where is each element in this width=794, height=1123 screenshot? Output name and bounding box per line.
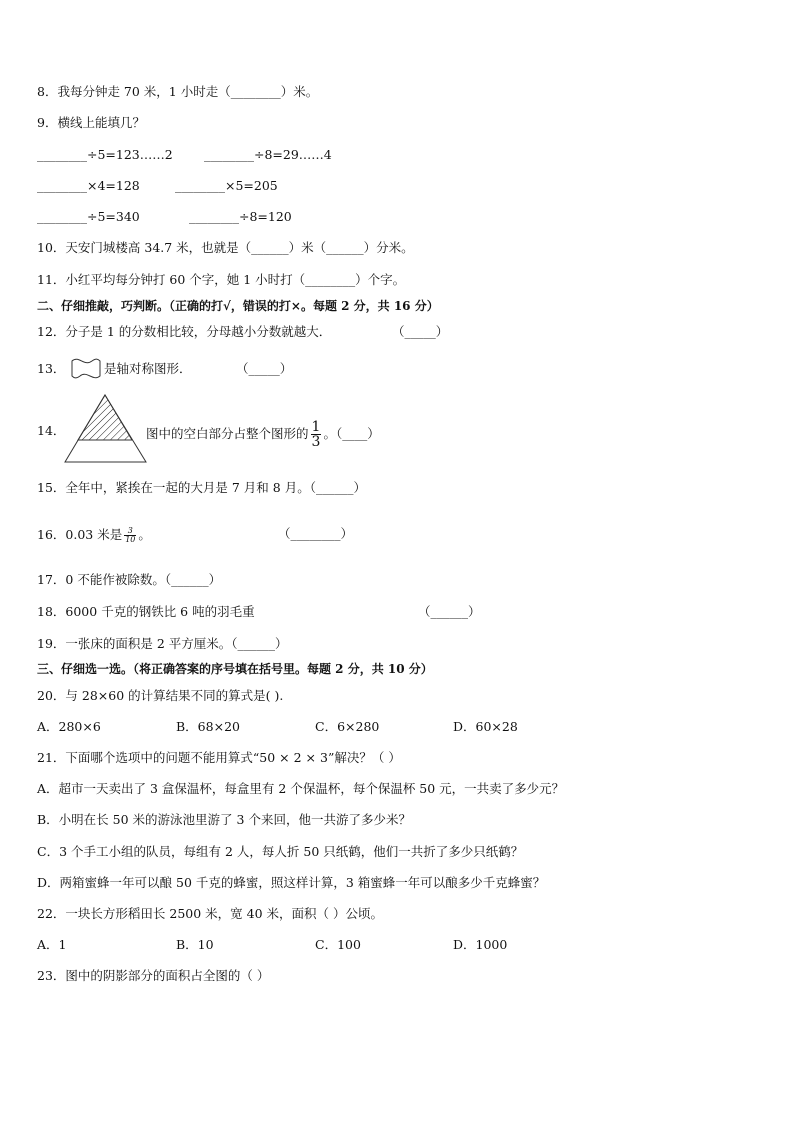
q9-item-2: ________÷8=29……4: [204, 147, 332, 162]
q21-option-d: D．两箱蜜蜂一年可以酿 50 千克的蜂蜜，照这样计算，3 箱蜜蜂一年可以酿多少千克蜂蜜？: [37, 875, 546, 890]
three-tenths-fraction: $\frac{3}{10}$: [125, 526, 136, 544]
question-19: 19．一张床的面积是 2 平方厘米。（______）: [37, 636, 288, 651]
question-17: 17．0 不能作被除数。（______）: [37, 572, 222, 587]
q9-item-3: ________×4=128: [37, 178, 140, 193]
question-22: 22．一块长方形稻田长 2500 米，宽 40 米，面积（ ）公顷。: [37, 906, 383, 921]
q14-number: 14．: [37, 423, 66, 438]
question-20: 20．与 28×60 的计算结果不同的算式是( ).: [37, 688, 284, 703]
q21-option-c: C．3 个手工小组的队员，每组有 2 人，每人折 50 只纸鹤，他们一共折了多少只纸鹤？: [37, 844, 524, 859]
q13-number: 13．: [37, 361, 66, 376]
q18-blank: （______）: [418, 604, 481, 619]
question-9-title: 9．横线上能填几？: [37, 115, 145, 130]
question-8: 8．我每分钟走 70 米，1 小时走（________）米。: [37, 84, 319, 99]
q9-item-6: ________÷8=120: [189, 209, 292, 224]
triangle-figure: [64, 394, 148, 464]
q14-text-before: 图中的空白部分占整个图形的: [146, 426, 309, 441]
q21-option-a: A．超市一天卖出了 3 盒保温杯，每盒里有 2 个保温杯，每个保温杯 50 元，一共卖了多少元？: [37, 781, 565, 796]
q16-blank: （________）: [278, 526, 354, 541]
q13-text: 是轴对称图形．: [104, 361, 192, 376]
question-15: 15．全年中，紧挨在一起的大月是 7 月和 8 月。（______）: [37, 480, 366, 495]
q20-option-d: D．60×28: [453, 719, 518, 734]
question-12: 12．分子是 1 的分数相比较，分母越小分数就越大．: [37, 324, 332, 339]
q22-option-a: A．1: [37, 937, 67, 952]
question-10: 10．天安门城楼高 34.7 米，也就是（______）米（______）分米。: [37, 240, 414, 255]
q9-item-4: ________×5=205: [175, 178, 278, 193]
question-18: 18．6000 千克的钢铁比 6 吨的羽毛重: [37, 604, 255, 619]
q14-text: [146, 420, 380, 449]
q20-option-a: A．280×6: [37, 719, 101, 734]
q9-item-1: ________÷5=123……2: [37, 147, 173, 162]
q22-option-d: D．1000: [453, 937, 508, 952]
section-2-heading: 二、仔细推敲，巧判断。（正确的打√，错误的打×。每题 2 分，共 16 分）: [37, 299, 439, 313]
q20-option-b: B．68×20: [176, 719, 240, 734]
q22-option-c: C．100: [315, 937, 361, 952]
q20-option-c: C．6×280: [315, 719, 380, 734]
q14-text-after: 。（____）: [323, 426, 380, 441]
wave-flag-figure: [70, 357, 102, 379]
q21-option-b: B．小明在长 50 米的游泳池里游了 3 个来回，他一共游了多少米？: [37, 812, 411, 827]
question-11: 11．小红平均每分钟打 60 个字，她 1 小时打（________）个字。: [37, 272, 406, 287]
q13-blank: （_____）: [236, 361, 293, 376]
question-21: 21．下面哪个选项中的问题不能用算式“50 × 2 × 3”解决？（ ）: [37, 750, 401, 765]
question-23: 23．图中的阴影部分的面积占全图的（ ）: [37, 968, 270, 983]
section-3-heading: 三、仔细选一选。（将正确答案的序号填在括号里。每题 2 分，共 10 分）: [37, 662, 433, 676]
one-third-fraction: $\frac{1}{3}$: [311, 419, 321, 450]
question-16: 16．0.03 米是 $\frac{3}{10}$ 。: [37, 526, 151, 544]
q9-item-5: ________÷5=340: [37, 209, 140, 224]
q22-option-b: B．10: [176, 937, 214, 952]
q12-blank: （_____）: [392, 324, 449, 339]
